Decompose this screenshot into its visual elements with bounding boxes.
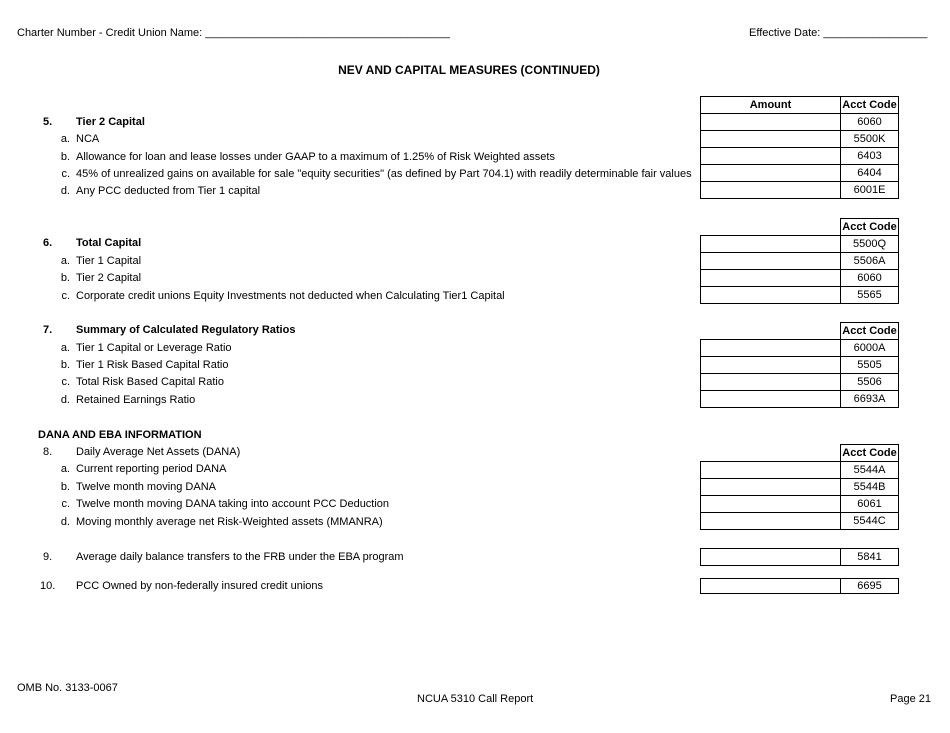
item-text: Total Risk Based Capital Ratio bbox=[76, 376, 224, 388]
section-5-table bbox=[700, 96, 899, 199]
item-text: Tier 1 Capital or Leverage Ratio bbox=[76, 342, 232, 354]
acct-code: 6060 bbox=[841, 114, 899, 131]
acct-code-header: Acct Code bbox=[841, 97, 899, 114]
acct-code: 5506A bbox=[841, 253, 899, 270]
acct-code: 6693A bbox=[841, 391, 899, 408]
section-7-heading: Summary of Calculated Regulatory Ratios bbox=[76, 324, 296, 336]
acct-code-header: Acct Code bbox=[841, 323, 899, 340]
acct-code: 6060 bbox=[841, 270, 899, 287]
item-letter: c. bbox=[61, 376, 70, 388]
amount-field[interactable] bbox=[701, 165, 841, 182]
section-9-text: Average daily balance transfers to the FRB under the EBA program bbox=[76, 551, 404, 563]
acct-code: 6000A bbox=[841, 340, 899, 357]
section-7-number: 7. bbox=[43, 324, 53, 336]
acct-code: 5506 bbox=[841, 374, 899, 391]
amount-field[interactable] bbox=[701, 479, 841, 496]
section-7-table bbox=[700, 322, 899, 408]
acct-code: 5544A bbox=[841, 462, 899, 479]
item-letter: d. bbox=[60, 394, 70, 406]
item-text: Any PCC deducted from Tier 1 capital bbox=[76, 185, 261, 197]
item-text: Tier 1 Risk Based Capital Ratio bbox=[76, 359, 229, 371]
effective-date-label: Effective Date: _________________ bbox=[749, 27, 928, 39]
report-name: NCUA 5310 Call Report bbox=[417, 693, 534, 705]
acct-code: 5500Q bbox=[841, 236, 899, 253]
acct-code: 5544C bbox=[841, 513, 899, 530]
amount-field[interactable] bbox=[701, 182, 841, 199]
acct-code-header: Acct Code bbox=[841, 445, 899, 462]
acct-code-header: Acct Code bbox=[841, 219, 899, 236]
amount-field[interactable] bbox=[701, 340, 841, 357]
item-letter: b. bbox=[60, 481, 70, 493]
section-5-heading: Tier 2 Capital bbox=[76, 116, 145, 128]
item-letter: a. bbox=[60, 133, 70, 145]
amount-field[interactable] bbox=[701, 270, 841, 287]
acct-code: 6403 bbox=[841, 148, 899, 165]
item-text: Corporate credit unions Equity Investments not deducted when Calculating Tier1 Capital bbox=[76, 290, 505, 302]
amount-field[interactable] bbox=[701, 391, 841, 408]
section-5-number: 5. bbox=[43, 116, 53, 128]
item-letter: c. bbox=[61, 498, 70, 510]
item-text: Retained Earnings Ratio bbox=[76, 394, 196, 406]
amount-header: Amount bbox=[701, 97, 841, 114]
page-title: NEV AND CAPITAL MEASURES (CONTINUED) bbox=[338, 63, 600, 77]
section-8-number: 8. bbox=[43, 446, 53, 458]
item-letter: c. bbox=[61, 168, 70, 180]
acct-code: 6695 bbox=[841, 579, 899, 594]
acct-code: 5841 bbox=[841, 549, 899, 566]
acct-code: 6404 bbox=[841, 165, 899, 182]
item-text: Twelve month moving DANA bbox=[76, 481, 216, 493]
item-letter: b. bbox=[60, 272, 70, 284]
amount-field[interactable] bbox=[701, 496, 841, 513]
item-text: 45% of unrealized gains on available for sale "equity securities" (as defined by Part 704.1) with readily determinable fair values bbox=[76, 168, 692, 180]
section-10-number: 10. bbox=[40, 580, 56, 592]
item-text: Moving monthly average net Risk-Weighted assets (MMANRA) bbox=[76, 516, 383, 528]
dana-eba-heading: DANA AND EBA INFORMATION bbox=[38, 429, 202, 441]
omb-number: OMB No. 3133-0067 bbox=[17, 682, 118, 694]
item-text: Twelve month moving DANA taking into account PCC Deduction bbox=[76, 498, 390, 510]
item-letter: b. bbox=[60, 359, 70, 371]
amount-field[interactable] bbox=[701, 287, 841, 304]
amount-field[interactable] bbox=[701, 549, 841, 566]
section-10-table bbox=[700, 578, 899, 594]
charter-number-label: Charter Number - Credit Union Name: ________________________________________ bbox=[17, 27, 450, 39]
item-letter: d. bbox=[60, 516, 70, 528]
section-9-number: 9. bbox=[43, 551, 53, 563]
page-number: Page 21 bbox=[890, 693, 931, 705]
amount-field[interactable] bbox=[701, 513, 841, 530]
section-9-table bbox=[700, 548, 899, 566]
item-letter: a. bbox=[60, 255, 70, 267]
section-6-number: 6. bbox=[43, 237, 53, 249]
item-letter: a. bbox=[60, 463, 70, 475]
amount-field[interactable] bbox=[701, 374, 841, 391]
acct-code: 5565 bbox=[841, 287, 899, 304]
amount-field[interactable] bbox=[701, 114, 841, 131]
item-letter: b. bbox=[60, 151, 70, 163]
section-8-table bbox=[700, 444, 899, 530]
amount-field[interactable] bbox=[701, 357, 841, 374]
item-letter: d. bbox=[60, 185, 70, 197]
item-letter: c. bbox=[61, 290, 70, 302]
section-6-table bbox=[700, 218, 899, 304]
item-letter: a. bbox=[60, 342, 70, 354]
acct-code: 6001E bbox=[841, 182, 899, 199]
item-text: Allowance for loan and lease losses under GAAP to a maximum of 1.25% of Risk Weighted assets bbox=[76, 151, 555, 163]
acct-code: 5505 bbox=[841, 357, 899, 374]
amount-field[interactable] bbox=[701, 253, 841, 270]
acct-code: 5500K bbox=[841, 131, 899, 148]
amount-field[interactable] bbox=[701, 131, 841, 148]
amount-field[interactable] bbox=[701, 148, 841, 165]
section-10-text: PCC Owned by non-federally insured credit unions bbox=[76, 580, 324, 592]
amount-field[interactable] bbox=[701, 462, 841, 479]
amount-field[interactable] bbox=[701, 579, 841, 594]
amount-field[interactable] bbox=[701, 236, 841, 253]
item-text: Current reporting period DANA bbox=[76, 463, 227, 475]
item-text: NCA bbox=[76, 133, 100, 145]
item-text: Tier 1 Capital bbox=[76, 255, 142, 267]
item-text: Tier 2 Capital bbox=[76, 272, 142, 284]
acct-code: 5544B bbox=[841, 479, 899, 496]
acct-code: 6061 bbox=[841, 496, 899, 513]
section-6-heading: Total Capital bbox=[76, 237, 142, 249]
section-8-heading: Daily Average Net Assets (DANA) bbox=[76, 446, 241, 458]
